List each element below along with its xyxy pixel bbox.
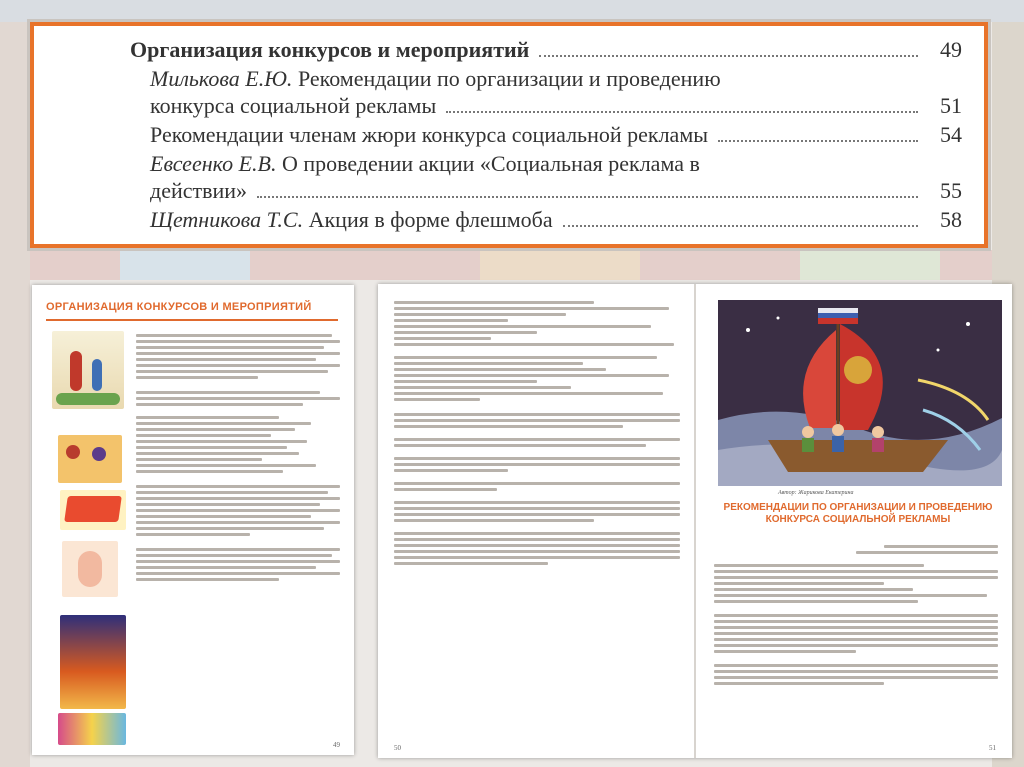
toc-page: 51 <box>940 93 962 118</box>
toc-dots <box>563 225 918 227</box>
toc-title: Организация конкурсов и мероприятий <box>130 37 530 62</box>
toc-author: Милькова Е.Ю. <box>150 66 293 91</box>
toc-page: 55 <box>940 178 962 203</box>
toc-dots <box>257 196 918 198</box>
illustration-family <box>52 331 124 409</box>
toc-row <box>130 119 962 148</box>
spread-gutter <box>694 284 696 758</box>
toc-dots <box>446 111 918 113</box>
toc-page: 49 <box>940 37 962 62</box>
toc-title: О проведении акции «Социальная реклама в <box>281 151 700 176</box>
toc-author: Евсеенко Е.В. <box>150 151 277 176</box>
toc-page: 54 <box>940 122 962 147</box>
page-number: 50 <box>394 744 401 752</box>
table-of-contents <box>30 22 988 248</box>
page-number: 49 <box>333 741 340 749</box>
page-50-text <box>394 298 680 568</box>
illustration-children <box>58 435 122 483</box>
toc-author: Щетникова Т.С. <box>150 207 304 232</box>
toc-page: 58 <box>940 207 962 232</box>
illustration-caption: Автор: Жарикова Екатерина <box>778 490 854 496</box>
illustration-bottom <box>58 713 126 745</box>
toc-title: Рекомендации по организации и проведению <box>297 66 721 91</box>
toc-title: действии» <box>150 178 248 203</box>
page-number: 51 <box>989 744 996 752</box>
illustration-slogan <box>60 490 126 530</box>
illustration-ship <box>718 300 1002 486</box>
recommendations-title: РЕКОМЕНДАЦИИ ПО ОРГАНИЗАЦИИ И ПРОВЕДЕНИЮ КОНКУРСА СОЦИАЛЬНОЙ РЕКЛАМЫ <box>723 502 993 525</box>
toc-dots <box>718 140 918 142</box>
page-49-text <box>136 331 340 584</box>
toc-title: конкурса социальной рекламы <box>150 93 437 118</box>
toc-title: Акция в форме флешмоба <box>308 207 553 232</box>
toc-row <box>130 177 962 204</box>
page-51-text <box>714 542 998 688</box>
page-49-image <box>32 285 354 755</box>
toc-row <box>130 204 962 233</box>
heading-rule <box>46 319 338 321</box>
illustration-hand <box>62 541 118 597</box>
toc-row <box>130 34 962 63</box>
toc-row <box>130 63 962 92</box>
toc-row <box>130 148 962 177</box>
ship-drawing <box>718 300 1002 486</box>
spread-50-51-image <box>378 284 1012 758</box>
illustration-poster <box>60 615 126 709</box>
toc-row <box>130 92 962 119</box>
page-49-title: ОРГАНИЗАЦИЯ КОНКУРСОВ И МЕРОПРИЯТИЙ <box>46 301 312 313</box>
toc-dots <box>539 55 918 57</box>
toc-title: Рекомендации членам жюри конкурса социальной рекламы <box>150 122 709 147</box>
